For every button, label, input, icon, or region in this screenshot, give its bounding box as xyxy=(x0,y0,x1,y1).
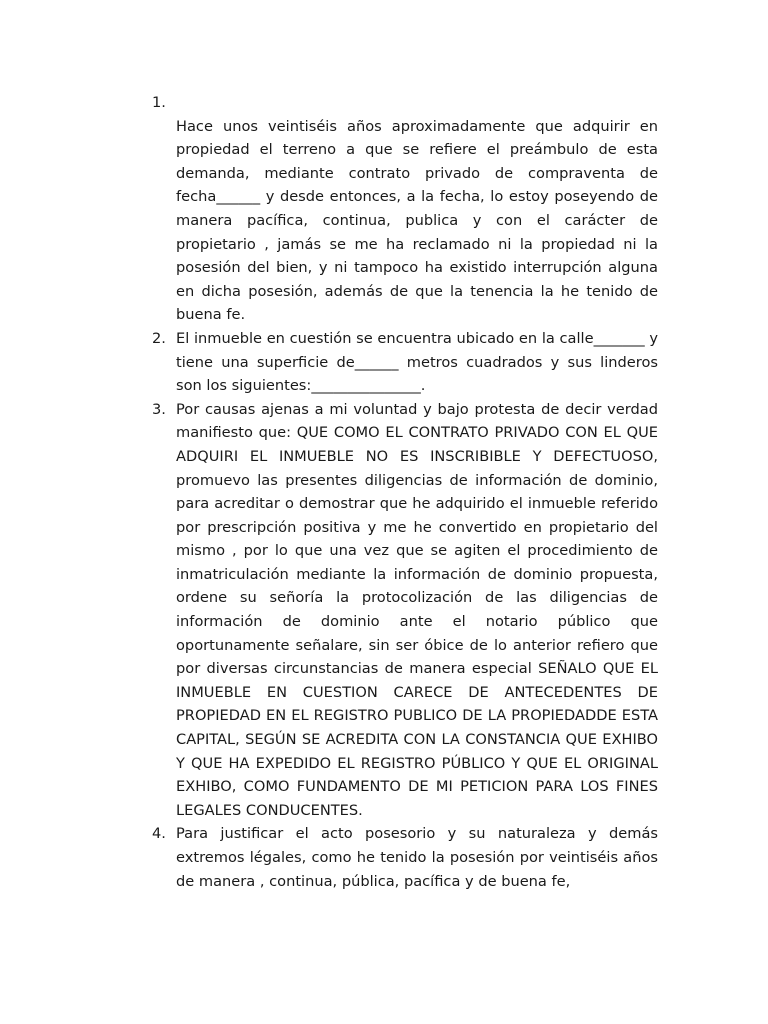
item-text: Por causas ajenas a mi voluntad y bajo protesta de decir verdad manifiesto que: QUE COMO EL CONTRATO PRIVADO CON EL QUE ADQUIRI EL INMUEBLE NO ES INSCRIBIBLE Y DEFECTUOSO, promuevo las presentes diligencias de información de dominio, para acreditar o demostrar que he adquirido el inmueble referido por prescripción positiva y me he convertido en propietario del mismo , por lo que una vez que se agiten el procedimiento de inmatriculación mediante la información de dominio propuesta, ordene su señoría la protocolización de las diligencias de información de dominio ante el notario público que oportunamente señalare, sin ser óbice de lo anterior refiero que por diversas circunstancias de manera especial SEÑALO QUE EL INMUEBLE EN CUESTION CARECE DE ANTECEDENTES DE PROPIEDAD EN EL REGISTRO PUBLICO DE LA PROPIEDADDE ESTA CAPITAL, SEGÚN SE ACREDITA CON LA CONSTANCIA QUE EXHIBO Y QUE HA EXPEDIDO EL REGISTRO PÚBLICO Y QUE EL ORIGINAL EXHIBO, COMO FUNDAMENTO DE MI PETICION PARA LOS FINES LEGALES CONDUCENTES. xyxy=(176,400,658,819)
numbered-list xyxy=(152,91,658,893)
item-number: 4. xyxy=(152,825,166,843)
item-text: Para justificar el acto posesorio y su naturaleza y demás extremos légales, como he tenido la posesión por veintiséis años de manera , continua, pública, pacífica y de buena fe, xyxy=(176,825,658,890)
list-item-1 xyxy=(152,91,658,327)
list-item-3 xyxy=(152,398,658,823)
list-item-2 xyxy=(152,327,658,398)
list-item-4 xyxy=(152,822,658,893)
item-text: El inmueble en cuestión se encuentra ubicado en la calle_______ y tiene una superficie de______ metros cuadrados y sus linderos son los siguientes:_______________. xyxy=(176,329,658,395)
item-number: 2. xyxy=(152,329,166,347)
item-number: 3. xyxy=(152,400,166,418)
item-number: 1. xyxy=(152,94,166,111)
item-text: Hace unos veintiséis años aproximadamente que adquirir en propiedad el terreno a que se refiere el preámbulo de esta demanda, mediante contrato privado de compraventa de fecha______ y desde entonces, a la fecha, lo estoy poseyendo de manera pacífica, continua, publica y con el carácter de propietario , jamás se me ha reclamado ni la propiedad ni la posesión del bien, y ni tampoco ha existido interrupción alguna en dicha posesión, además de que la tenencia la he tenido de buena fe. xyxy=(176,117,658,324)
